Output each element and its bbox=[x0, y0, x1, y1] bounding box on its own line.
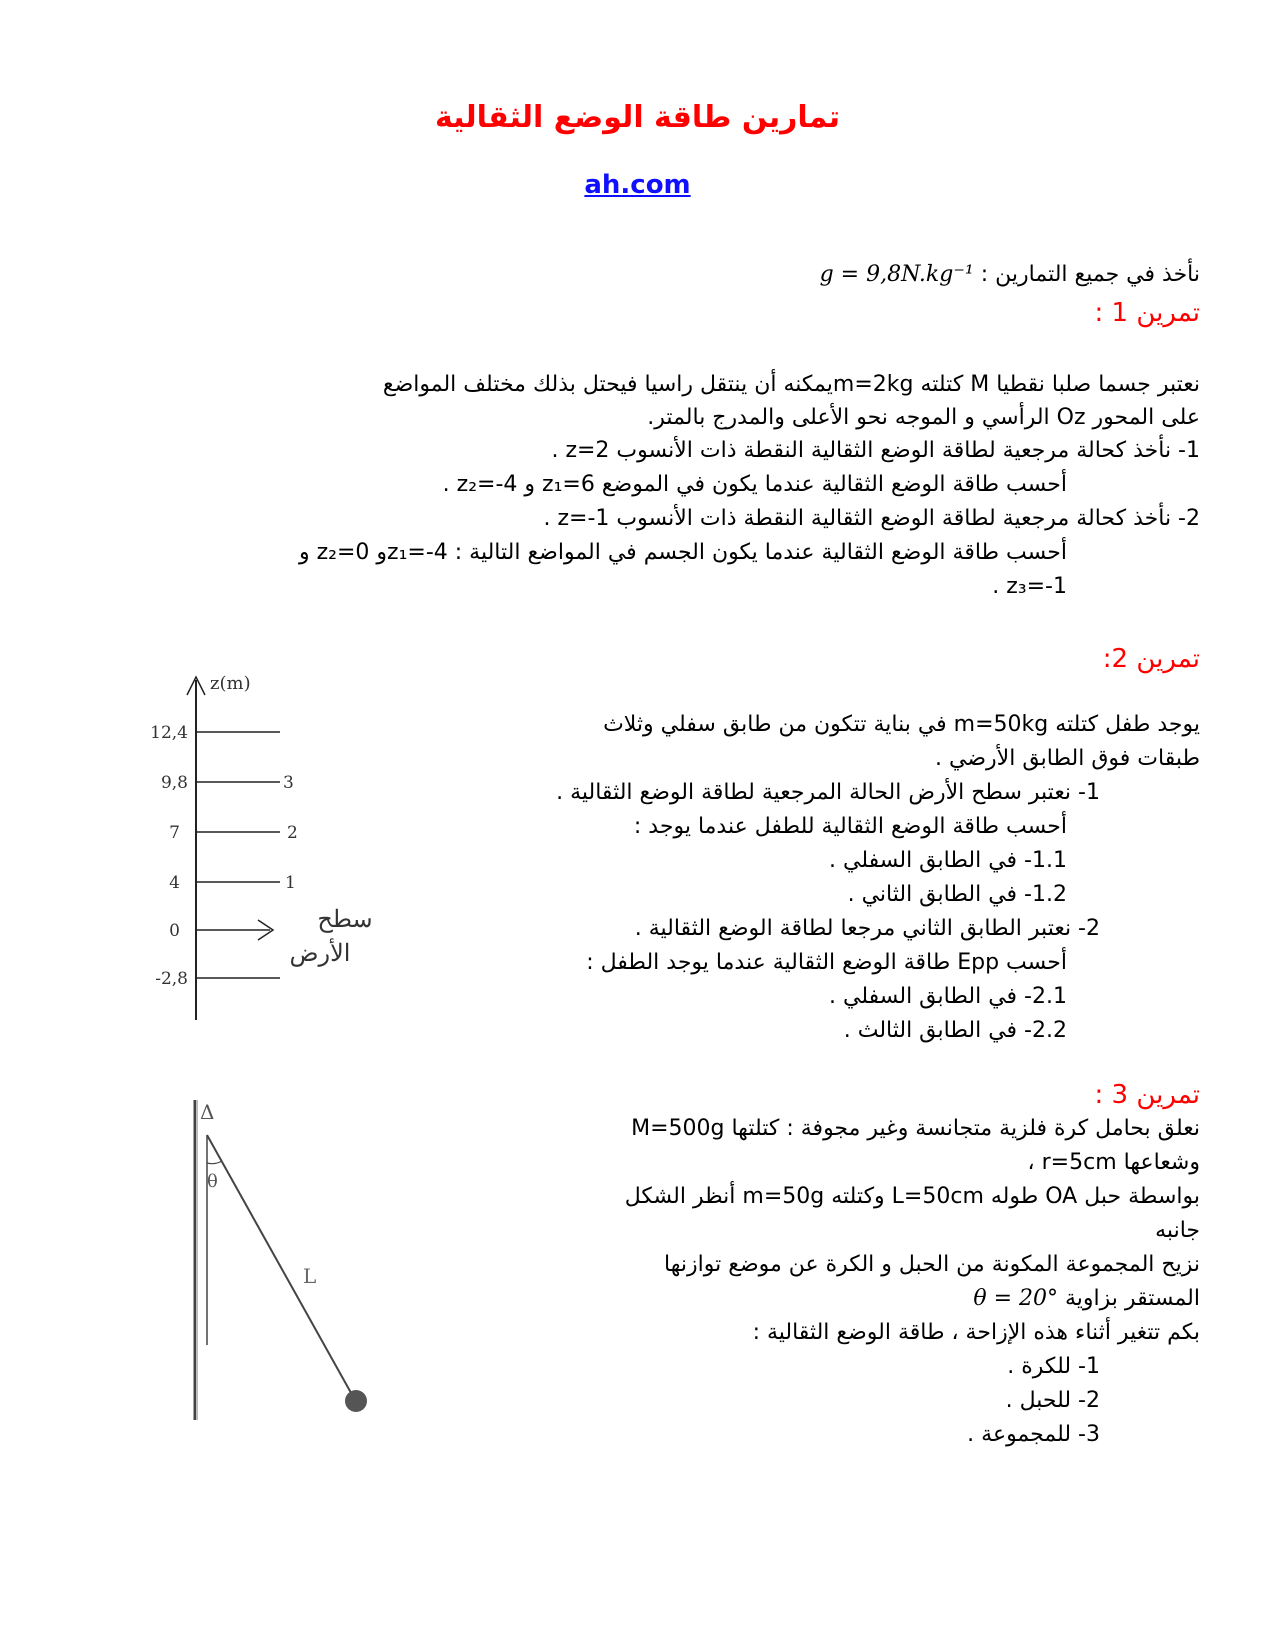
ex2-heading: تمرين 2: bbox=[1102, 644, 1200, 674]
intro-text: نأخذ في جميع التمارين : bbox=[980, 262, 1200, 287]
delta-label: Δ bbox=[200, 1100, 215, 1124]
ex1-line-4: أحسب طاقة الوضع الثقالية عندما يكون في الموضع z₁=6 و z₂=-4 . bbox=[442, 472, 1067, 497]
intro-formula: g = 9,8N.kg⁻¹ bbox=[819, 262, 974, 287]
ex2-line-1: يوجد طفل كتلته m=50kg في بناية تتكون من طابق سفلي وثلاث bbox=[603, 712, 1200, 737]
ex3-line-5: نزيح المجموعة المكونة من الحبل و الكرة عن موضع توازنها bbox=[664, 1252, 1200, 1277]
ball bbox=[345, 1390, 367, 1412]
ex3-line-9: 2- للحبل . bbox=[1005, 1388, 1100, 1413]
ex1-line-6: أحسب طاقة الوضع الثقالية عندما يكون الجسم في المواضع التالية : z₁=-4و z₂=0 و bbox=[298, 540, 1067, 565]
ground-label-2: الأرض bbox=[289, 939, 351, 967]
ex1-line-3: 1- نأخذ كحالة مرجعية لطاقة الوضع الثقالية النقطة ذات الأنسوب z=2 . bbox=[551, 438, 1200, 463]
ex3-line-7: بكم تتغير أثناء هذه الإزاحة ، طاقة الوضع الثقالية : bbox=[752, 1320, 1200, 1345]
ex2-line-2: طبقات فوق الطابق الأرضي . bbox=[935, 746, 1200, 771]
ex1-line-2: على المحور Oz الرأسي و الموجه نحو الأعلى والمدرج بالمتر. bbox=[647, 405, 1200, 430]
ex1-line-5: 2- نأخذ كحالة مرجعية لطاقة الوضع الثقالية النقطة ذات الأنسوب z=-1 . bbox=[543, 506, 1200, 531]
angle-formula: θ = 20° bbox=[973, 1286, 1059, 1311]
ex2-line-8: أحسب Epp طاقة الوضع الثقالية عندما يوجد الطفل : bbox=[586, 950, 1067, 975]
source-link[interactable]: ah.com bbox=[584, 170, 691, 200]
ex1-line-1: نعتبر جسما صلبا نقطيا M كتلته m=2kgيمكنه أن ينتقل راسيا فيحتل بذلك مختلف المواضع bbox=[382, 372, 1200, 397]
value-4: 4 bbox=[169, 873, 180, 893]
ex2-line-6: 1.2- في الطابق الثاني . bbox=[847, 882, 1067, 907]
ex3-heading: تمرين 3 : bbox=[1094, 1080, 1200, 1110]
ex2-line-3: 1- نعتبر سطح الأرض الحالة المرجعية لطاقة الوضع الثقالية . bbox=[556, 780, 1100, 805]
value-0: 0 bbox=[169, 921, 180, 941]
page-title: تمارين طاقة الوضع الثقالية bbox=[434, 100, 841, 135]
value-minus-2-8: -2,8 bbox=[155, 969, 188, 989]
ex3-line-6-text: المستقر بزاوية bbox=[1065, 1286, 1200, 1311]
intro-line bbox=[820, 262, 1200, 287]
ex2-line-7: 2- نعتبر الطابق الثاني مرجعا لطاقة الوضع الثقالية . bbox=[634, 916, 1100, 941]
source-link-wrapper bbox=[0, 170, 1275, 200]
angle-arc bbox=[207, 1161, 222, 1164]
ex2-line-5: 1.1- في الطابق السفلي . bbox=[829, 848, 1067, 873]
theta-label: θ bbox=[207, 1171, 218, 1192]
ex2-line-10: 2.2- في الطابق الثالث . bbox=[843, 1018, 1067, 1043]
ex2-line-4: أحسب طاقة الوضع الثقالية للطفل عندما يوجد : bbox=[633, 814, 1067, 839]
ground-label-1: سطح bbox=[317, 905, 373, 933]
length-label: L bbox=[303, 1264, 317, 1288]
ex1-heading: تمرين 1 : bbox=[1094, 298, 1200, 328]
string bbox=[207, 1135, 355, 1400]
building-axis-figure bbox=[140, 665, 380, 1025]
value-7: 7 bbox=[169, 823, 180, 843]
value-9-8: 9,8 bbox=[160, 773, 188, 793]
floor-1-label: 1 bbox=[285, 873, 296, 893]
ex3-line-8: 1- للكرة . bbox=[1007, 1354, 1100, 1379]
floor-3-label: 3 bbox=[283, 773, 294, 793]
ex3-line-2: وشعاعها r=5cm ، bbox=[1027, 1150, 1200, 1175]
pendulum-figure bbox=[185, 1095, 385, 1425]
value-12-4: 12,4 bbox=[150, 723, 188, 743]
axis-label: z(m) bbox=[210, 673, 251, 694]
ex3-line-6 bbox=[973, 1286, 1200, 1311]
ex3-line-4: جانبه bbox=[1155, 1218, 1200, 1243]
ex3-line-3: بواسطة حبل OA طوله L=50cm وكتلته m=50g أنظر الشكل bbox=[624, 1184, 1200, 1209]
ex1-line-7: z₃=-1 . bbox=[992, 574, 1067, 599]
ex3-line-10: 3- للمجموعة . bbox=[967, 1422, 1100, 1447]
floor-2-label: 2 bbox=[287, 823, 298, 843]
ex3-line-1: نعلق بحامل كرة فلزية متجانسة وغير مجوفة : كتلتها M=500g bbox=[631, 1116, 1200, 1141]
ex2-line-9: 2.1- في الطابق السفلي . bbox=[829, 984, 1067, 1009]
